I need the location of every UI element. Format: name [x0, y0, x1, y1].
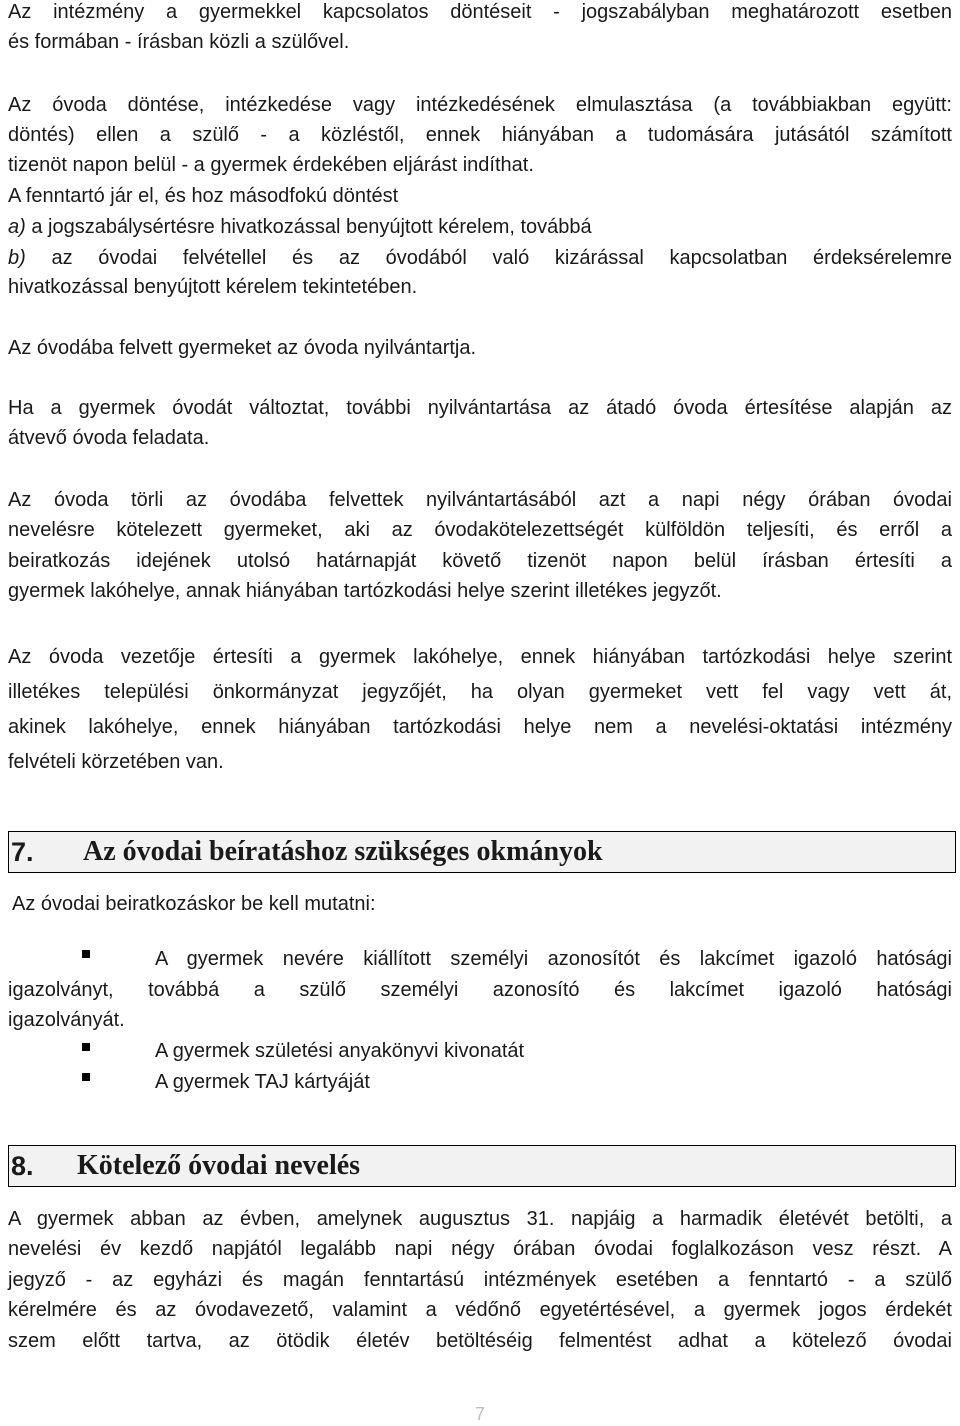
section-7-intro: Az óvodai beiratkozáskor be kell mutatni:	[12, 893, 376, 915]
item-b-text: az óvodai felvétellel és az óvodából való kizárással kapcsolatban érdeksérelemre	[25, 247, 952, 269]
bullet-1-line-2: igazolványt, továbbá a szülő személyi azonosító és lakcímet igazoló hatósági	[8, 979, 952, 1001]
bullet-1-line-3: igazolványát.	[8, 1009, 125, 1031]
section-8-number: 8.	[11, 1151, 34, 1181]
transfer-line-1: Ha a gyermek óvodát változtat, további nyilvántartása az átadó óvoda értesítése alapján az	[8, 397, 952, 419]
section-8-line-2: nevelési év kezdő napjától legalább napi négy órában óvodai foglalkozáson vesz részt. A	[8, 1238, 952, 1260]
section-7-title: Az óvodai beíratáshoz szükséges okmányok	[83, 836, 603, 867]
item-b-marker: b)	[8, 247, 26, 269]
item-a-text: a jogszabálysértésre hivatkozással benyújtott kérelem, továbbá	[25, 216, 592, 238]
deletion-line-2: nevelésre kötelezett gyermeket, aki az óvodakötelezettségét külföldön teljesíti, és erről a	[8, 519, 952, 541]
second-instance-line: A fenntartó jár el, és hoz másodfokú döntést	[8, 185, 399, 207]
square-bullet-icon	[82, 1073, 90, 1081]
section-8-heading	[8, 1145, 956, 1187]
appeal-line-2: döntés) ellen a szülő - a közléstől, ennek hiányában a tudomására jutásától számított	[8, 124, 952, 146]
square-bullet-icon	[82, 1043, 90, 1051]
transfer-line-2: átvevő óvoda feladata.	[8, 427, 210, 449]
section-8-line-1: A gyermek abban az évben, amelynek augusztus 31. napjáig a harmadik életévét betölti, a	[8, 1208, 952, 1230]
section-7-heading	[8, 831, 956, 873]
section-8-title: Kötelező óvodai nevelés	[77, 1150, 361, 1181]
notification-line-1: Az óvoda vezetője értesíti a gyermek lakóhelye, ennek hiányában tartózkodási helye szerint	[8, 646, 952, 668]
notification-line-4: felvételi körzetében van.	[8, 751, 224, 773]
appeal-line-1: Az óvoda döntése, intézkedése vagy intézkedésének elmulasztása (a továbbiakban együtt:	[8, 94, 952, 116]
section-8-line-4: kérelmére és az óvodavezető, valamint a védőnő egyetértésével, a gyermek jogos érdekét	[8, 1299, 952, 1321]
bullet-3-line: A gyermek TAJ kártyáját	[155, 1071, 370, 1093]
deletion-line-3: beiratkozás idejének utolsó határnapját követő tizenöt napon belül írásban értesíti a	[8, 550, 952, 572]
intro-line-2: és formában - írásban közli a szülővel.	[8, 31, 350, 53]
item-a-marker: a)	[8, 216, 26, 238]
appeal-item-b-cont: hivatkozással benyújtott kérelem tekintetében.	[8, 276, 418, 298]
section-7-number: 7.	[11, 837, 34, 867]
notification-line-3: akinek lakóhelye, ennek hiányában tartózkodási helye nem a nevelési-oktatási intézmény	[8, 716, 952, 738]
square-bullet-icon	[82, 950, 90, 958]
section-8-line-3: jegyző - az egyházi és magán fenntartású intézmények esetében a fenntartó - a szülő	[8, 1269, 952, 1291]
page-number: 7	[474, 1404, 485, 1424]
section-8-line-5: szem előtt tartva, az ötödik életév betöltéséig felmentést adhat a kötelező óvodai	[8, 1330, 952, 1352]
appeal-line-3: tizenöt napon belül - a gyermek érdekében eljárást indíthat.	[8, 154, 534, 176]
appeal-item-a	[8, 212, 952, 242]
bullet-2-line: A gyermek születési anyakönyvi kivonatát	[155, 1040, 525, 1062]
registry-line: Az óvodába felvett gyermeket az óvoda nyilvántartja.	[8, 337, 477, 359]
intro-line-1: Az intézmény a gyermekkel kapcsolatos döntéseit - jogszabályban meghatározott esetben	[8, 1, 952, 23]
deletion-line-4: gyermek lakóhelye, annak hiányában tartózkodási helye szerint illetékes jegyzőt.	[8, 580, 722, 602]
notification-line-2: illetékes települési önkormányzat jegyzőjét, ha olyan gyermeket vett fel vagy vett át,	[8, 681, 952, 703]
bullet-1-line-1: A gyermek nevére kiállított személyi azonosítót és lakcímet igazoló hatósági	[155, 948, 952, 970]
deletion-line-1: Az óvoda törli az óvodába felvettek nyilvántartásából azt a napi négy órában óvodai	[8, 489, 952, 511]
appeal-item-b	[8, 243, 952, 273]
